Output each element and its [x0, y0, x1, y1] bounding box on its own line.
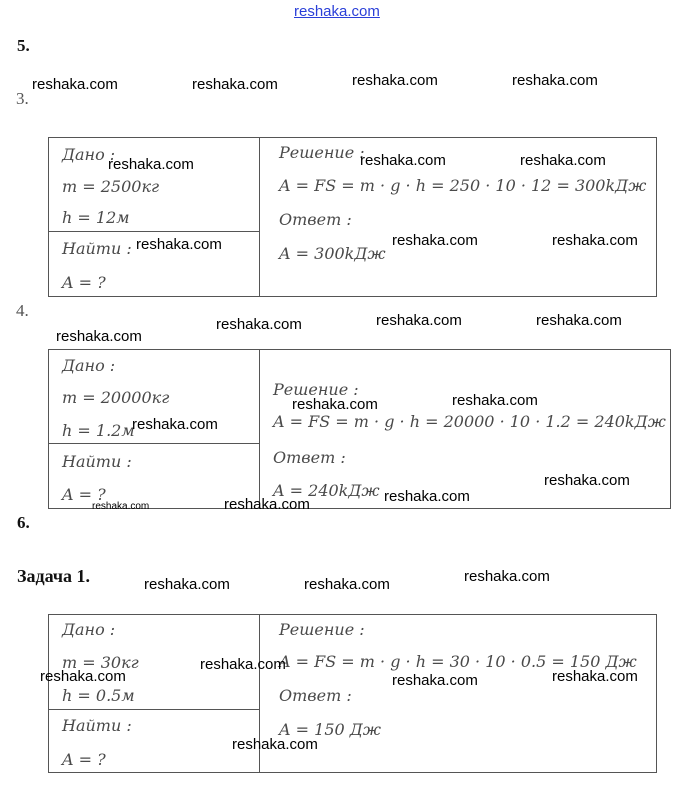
- watermark: reshaka.com: [292, 396, 378, 413]
- answer-value: A = 240kДж: [273, 481, 380, 500]
- watermark: reshaka.com: [384, 488, 470, 505]
- answer-value: A = 300kДж: [279, 244, 386, 263]
- find-label: Найти :: [62, 239, 132, 258]
- find-label: Найти :: [62, 716, 132, 735]
- watermark: reshaka.com: [552, 232, 638, 249]
- answer-value: A = 150 Дж: [279, 720, 381, 739]
- given-mass: m = 2500кг: [62, 177, 160, 196]
- problem-number: 3.: [16, 89, 29, 108]
- task-heading: Задача 1.: [17, 566, 91, 586]
- watermark: reshaka.com: [224, 496, 310, 513]
- watermark: reshaka.com: [132, 416, 218, 433]
- watermark: reshaka.com: [392, 232, 478, 249]
- watermark: reshaka.com: [40, 668, 126, 685]
- solution-formula: A = FS = m · g · h = 20000 · 10 · 1.2 = 240kДж: [273, 412, 666, 431]
- watermark: reshaka.com: [108, 156, 194, 173]
- watermark: reshaka.com: [520, 152, 606, 169]
- watermark: reshaka.com: [200, 656, 286, 673]
- problem-number: 4.: [16, 301, 29, 320]
- given-label: Дано :: [62, 356, 116, 375]
- answer-label: Ответ :: [279, 686, 352, 705]
- watermark: reshaka.com: [304, 576, 390, 593]
- answer-label: Ответ :: [273, 448, 346, 467]
- answer-label: Ответ :: [279, 210, 352, 229]
- given-label: Дано :: [62, 620, 116, 639]
- watermark: reshaka.com: [536, 312, 622, 329]
- watermark: reshaka.com: [32, 76, 118, 93]
- find-value: A = ?: [62, 485, 106, 504]
- watermark: reshaka.com: [544, 472, 630, 489]
- section-number: 5.: [17, 36, 30, 55]
- solution-label: Решение :: [273, 380, 359, 399]
- watermark: reshaka.com: [92, 501, 150, 512]
- given-mass: m = 30кг: [62, 653, 139, 672]
- watermark: reshaka.com: [464, 568, 550, 585]
- watermark: reshaka.com: [352, 72, 438, 89]
- watermark: reshaka.com: [512, 72, 598, 89]
- given-mass: m = 20000кг: [62, 388, 170, 407]
- solution-label: Решение :: [279, 620, 365, 639]
- watermark: reshaka.com: [452, 392, 538, 409]
- given-height: h = 0.5м: [62, 686, 135, 705]
- watermark: reshaka.com: [144, 576, 230, 593]
- find-value: A = ?: [62, 750, 106, 769]
- watermark: reshaka.com: [376, 312, 462, 329]
- watermark: reshaka.com: [136, 236, 222, 253]
- site-header-link[interactable]: reshaka.com: [294, 3, 380, 20]
- given-height: h = 12м: [62, 208, 130, 227]
- watermark: reshaka.com: [232, 736, 318, 753]
- find-value: A = ?: [62, 273, 106, 292]
- solution-label: Решение :: [279, 143, 365, 162]
- watermark: reshaka.com: [552, 668, 638, 685]
- watermark: reshaka.com: [360, 152, 446, 169]
- section-number: 6.: [17, 513, 30, 532]
- find-label: Найти :: [62, 452, 132, 471]
- solution-formula: A = FS = m · g · h = 30 · 10 · 0.5 = 150 Дж: [279, 652, 637, 671]
- solution-formula: A = FS = m · g · h = 250 · 10 · 12 = 300kДж: [279, 176, 647, 195]
- watermark: reshaka.com: [192, 76, 278, 93]
- watermark: reshaka.com: [216, 316, 302, 333]
- watermark: reshaka.com: [56, 328, 142, 345]
- given-height: h = 1.2м: [62, 421, 135, 440]
- given-label: Дано :: [62, 145, 116, 164]
- watermark: reshaka.com: [392, 672, 478, 689]
